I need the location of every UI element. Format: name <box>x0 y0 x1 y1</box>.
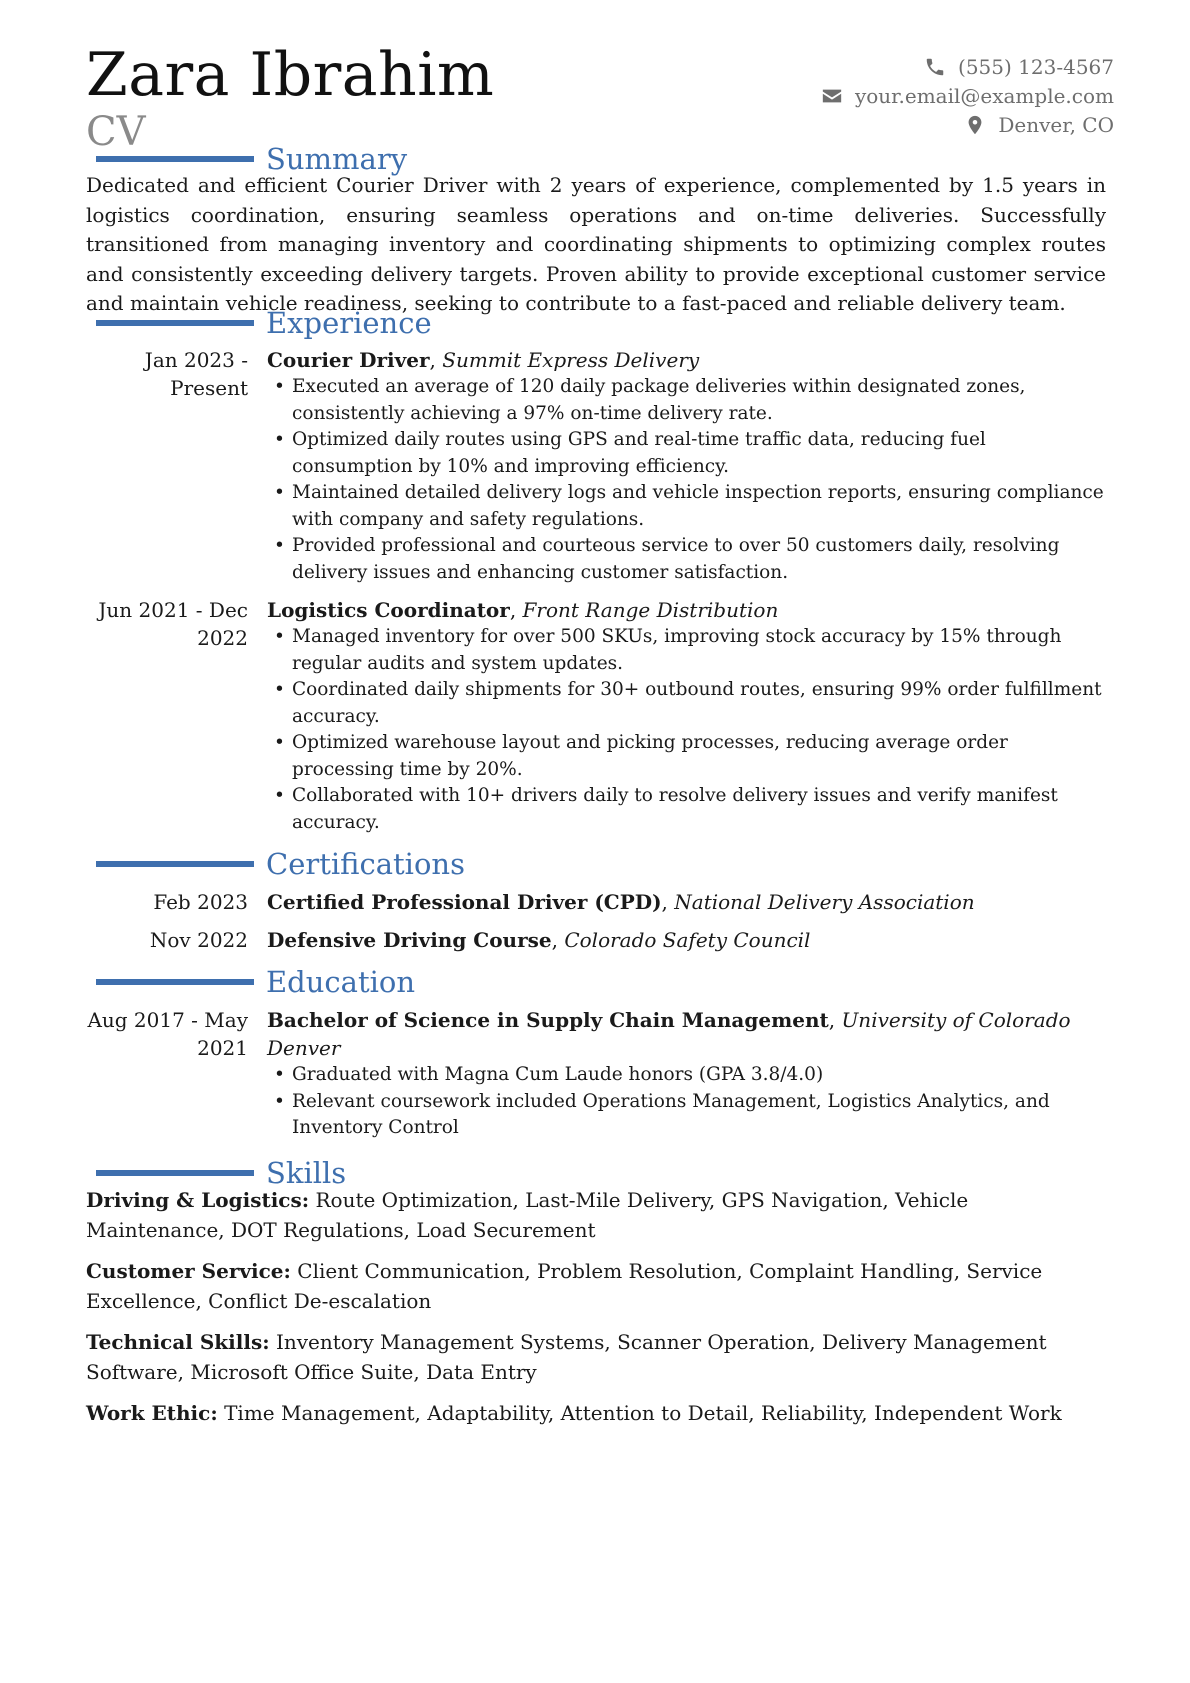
page-subtitle: CV <box>86 109 146 155</box>
entry-organization: Colorado Safety Council <box>564 928 811 952</box>
section-experience-heading <box>96 305 432 341</box>
list-item: • Optimized daily routes using GPS and real-time traffic data, reducing fuel consumption by 10% and improving efficiency. <box>267 427 1110 480</box>
section-accent-bar <box>96 156 254 162</box>
entry-bullets <box>267 374 1110 586</box>
section-accent-bar <box>96 1170 254 1176</box>
entry-body <box>267 346 1110 586</box>
entry-body <box>267 926 1110 954</box>
skill-items: Route Optimization, Last-Mile Delivery, GPS Navigation, Vehicle Maintenance, DOT Regulations, Load Securement <box>86 1188 969 1242</box>
entry-bullets <box>267 1062 1110 1142</box>
email-link[interactable]: your.email@example.com <box>854 83 1114 108</box>
entry-date: Nov 2022 <box>149 928 248 952</box>
entry-heading: Certified Professional Driver (CPD), National Delivery Association <box>267 890 975 914</box>
skill-category: Driving & Logistics: <box>86 1188 310 1212</box>
entry-date: Jan 2023 - Present <box>144 348 248 400</box>
phone-text[interactable]: (555) 123-4567 <box>958 54 1114 79</box>
skill-items: Time Management, Adaptability, Attention to Detail, Reliability, Independent Work <box>224 1401 1062 1425</box>
skill-items: Inventory Management Systems, Scanner Operation, Delivery Management Software, Microsoft Office Suite, Data Entry <box>86 1330 1047 1384</box>
entry-organization: Summit Express Delivery <box>442 348 700 372</box>
location-text: Denver, CO <box>998 112 1114 137</box>
entry-heading: Defensive Driving Course, Colorado Safety Council <box>267 928 811 952</box>
list-item: • Graduated with Magna Cum Laude honors (GPA 3.8/4.0) <box>267 1062 1110 1089</box>
entry-organization: Front Range Distribution <box>522 598 779 622</box>
section-title: Skills <box>266 1156 347 1190</box>
section-title: Education <box>266 965 416 999</box>
list-item: • Maintained detailed delivery logs and vehicle inspection reports, ensuring compliance with company and safety regulations. <box>267 480 1110 533</box>
phone-icon <box>924 56 946 78</box>
contact-phone <box>821 52 1114 81</box>
skill-category: Customer Service: <box>86 1259 291 1283</box>
skill-items: Client Communication, Problem Resolution, Complaint Handling, Service Excellence, Conflict De-escalation <box>86 1259 1043 1313</box>
map-marker-icon <box>964 114 986 136</box>
entry-bullets <box>267 624 1110 836</box>
section-certifications-heading <box>96 846 465 882</box>
summary-text: Dedicated and efficient Courier Driver with 2 years of experience, complemented by 1.5 years in logistics coordination, ensuring seamless operations and on-time deliveries. Successfully transitioned from managing inventory and coordinating shipments to optimizing complex routes and consistently exceeding delivery targets. Proven ability to provide exceptional customer service and maintain vehicle readiness, seeking to contribute to a fast-paced and reliable delivery team. <box>86 173 1106 315</box>
contact-block <box>821 52 1114 139</box>
entry-date: Jun 2021 - Dec 2022 <box>98 598 248 650</box>
list-item: • Collaborated with 10+ drivers daily to resolve delivery issues and verify manifest accuracy. <box>267 783 1110 836</box>
entry-organization: National Delivery Association <box>674 890 975 914</box>
section-accent-bar <box>96 979 254 985</box>
skill-category: Work Ethic: <box>86 1401 218 1425</box>
entry-body <box>267 888 1110 916</box>
section-title: Experience <box>266 306 432 340</box>
entry-role: Courier Driver <box>267 348 430 372</box>
list-item: • Optimized warehouse layout and picking processes, reducing average order processing time by 20%. <box>267 730 1110 783</box>
envelope-icon <box>821 85 843 107</box>
list-item: • Coordinated daily shipments for 30+ outbound routes, ensuring 99% order fulfillment accuracy. <box>267 677 1110 730</box>
entry-body <box>267 596 1110 836</box>
list-item: • Managed inventory for over 500 SKUs, improving stock accuracy by 15% through regular audits and system updates. <box>267 624 1110 677</box>
skill-group <box>86 1257 1106 1316</box>
section-education-heading <box>96 964 415 1000</box>
entry-heading: Courier Driver, Summit Express Delivery <box>267 348 700 372</box>
entry-role: Bachelor of Science in Supply Chain Management <box>267 1008 829 1032</box>
entry-role: Certified Professional Driver (CPD) <box>267 890 662 914</box>
section-accent-bar <box>96 320 254 326</box>
page-title: Zara Ibrahim <box>86 40 495 110</box>
entry-date: Aug 2017 - May 2021 <box>87 1008 248 1060</box>
entry-heading: Bachelor of Science in Supply Chain Management, University of Colorado Denver <box>267 1008 1071 1060</box>
skill-group <box>86 1399 1106 1429</box>
section-title: Certifications <box>266 847 465 881</box>
skill-category: Technical Skills: <box>86 1330 270 1354</box>
contact-location <box>821 110 1114 139</box>
entry-role: Defensive Driving Course <box>267 928 552 952</box>
entry-role: Logistics Coordinator <box>267 598 510 622</box>
entry-date: Feb 2023 <box>153 890 248 914</box>
list-item: • Relevant coursework included Operations Management, Logistics Analytics, and Inventory Control <box>267 1089 1110 1142</box>
list-item: • Provided professional and courteous service to over 50 customers daily, resolving delivery issues and enhancing customer satisfaction. <box>267 533 1110 586</box>
section-accent-bar <box>96 861 254 867</box>
skill-group <box>86 1186 1106 1245</box>
entry-heading: Logistics Coordinator, Front Range Distribution <box>267 598 779 622</box>
section-title: Summary <box>266 142 408 176</box>
contact-email <box>821 81 1114 110</box>
skill-group <box>86 1328 1106 1387</box>
entry-body <box>267 1006 1110 1142</box>
list-item: • Executed an average of 120 daily package deliveries within designated zones, consistently achieving a 97% on-time delivery rate. <box>267 374 1110 427</box>
entry-organization: University of Colorado Denver <box>267 1008 1071 1060</box>
